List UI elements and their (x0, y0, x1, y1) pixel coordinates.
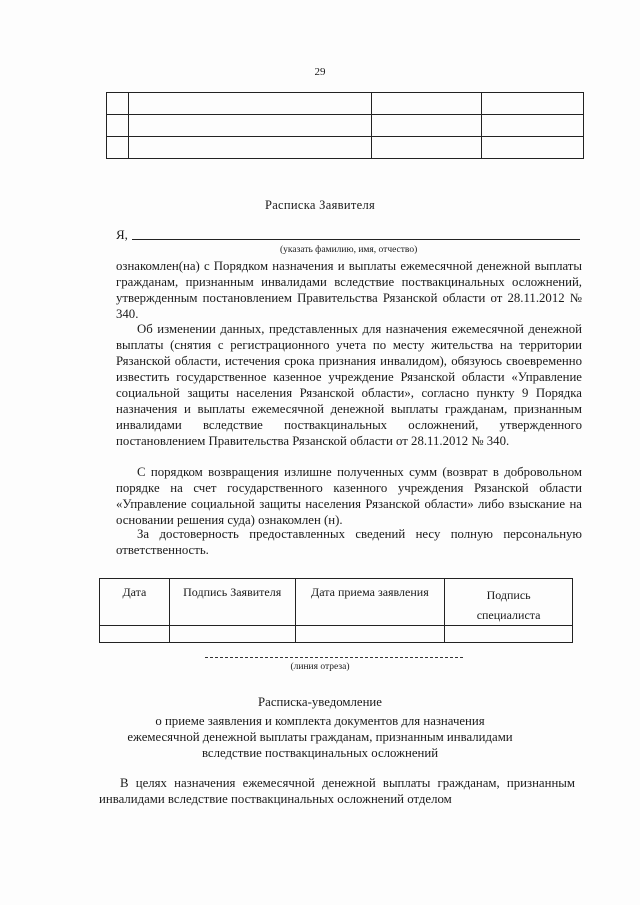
page-number: 29 (314, 66, 326, 78)
cut-line-label: (линия отреза) (290, 662, 350, 672)
header-specialist-line-1: Подпись (486, 588, 531, 602)
table-row (107, 93, 584, 115)
receipt-paragraph-3: С порядком возвращения излишне полученных сумм (возврат в добровольном порядке на счет государственного казенного учреждения Рязанской области «Управление социальной защиты населения Рязанской области» либо взыскание на основании решения суда) ознакомлен (н). (116, 465, 582, 527)
receipt-paragraph-4: За достоверность предоставленных сведений несу полную персональную ответственность. (116, 527, 582, 557)
cut-line (205, 657, 463, 658)
top-table (106, 92, 584, 159)
signature-table (99, 578, 573, 643)
name-underline (132, 239, 580, 240)
header-date: Дата (100, 579, 170, 626)
header-applicant-signature: Подпись Заявителя (169, 579, 295, 626)
notice-subtitle-1: о приеме заявления и комплекта документов для назначения (155, 714, 485, 728)
table-row (107, 115, 584, 137)
receipt-title: Расписка Заявителя (264, 198, 376, 212)
header-specialist-signature (445, 579, 573, 626)
name-hint: (указать фамилию, имя, отчество) (280, 245, 418, 255)
table-row (100, 626, 573, 643)
table-row (107, 137, 584, 159)
receipt-paragraph-1: ознакомлен(на) с Порядком назначения и выплаты ежемесячной денежной выплаты гражданам, признанным инвалидами вследствие поствакцинальных осложнений, утвержденным постановлением Правительства Рязанской области от 28.11.2012 № 340. (116, 259, 582, 321)
notice-body: В целях назначения ежемесячной денежной выплаты гражданам, признанным инвалидами вследствие поствакцинальных осложнений отделом (99, 776, 575, 806)
applicant-name-line (116, 227, 584, 243)
table-row (100, 579, 573, 626)
header-acceptance-date: Дата приема заявления (295, 579, 445, 626)
notice-title: Расписка-уведомление (258, 695, 382, 709)
header-specialist-line-2: специалиста (476, 608, 541, 622)
ya-prefix: Я, (116, 227, 128, 242)
notice-subtitle-2: ежемесячной денежной выплаты гражданам, признанным инвалидами (127, 730, 513, 744)
notice-subtitle-3: вследствие поствакцинальных осложнений (201, 746, 439, 760)
receipt-paragraph-2: Об изменении данных, представленных для назначения ежемесячной денежной выплаты (снятия с регистрационного учета по месту жительства на территории Рязанской области, истечения срока признания инвалидом), обязуюсь своевременно известить государственное казенное учреждение Рязанской области «Управление социальной защиты населения Рязанской области», согласно пункту 9 Порядка назначения и выплаты ежемесячной денежной выплаты гражданам, признанным инвалидами вследствие поствакцинальных осложнений, утвержденного постановлением Правительства Рязанской области от 28.11.2012 № 340. (116, 322, 582, 448)
